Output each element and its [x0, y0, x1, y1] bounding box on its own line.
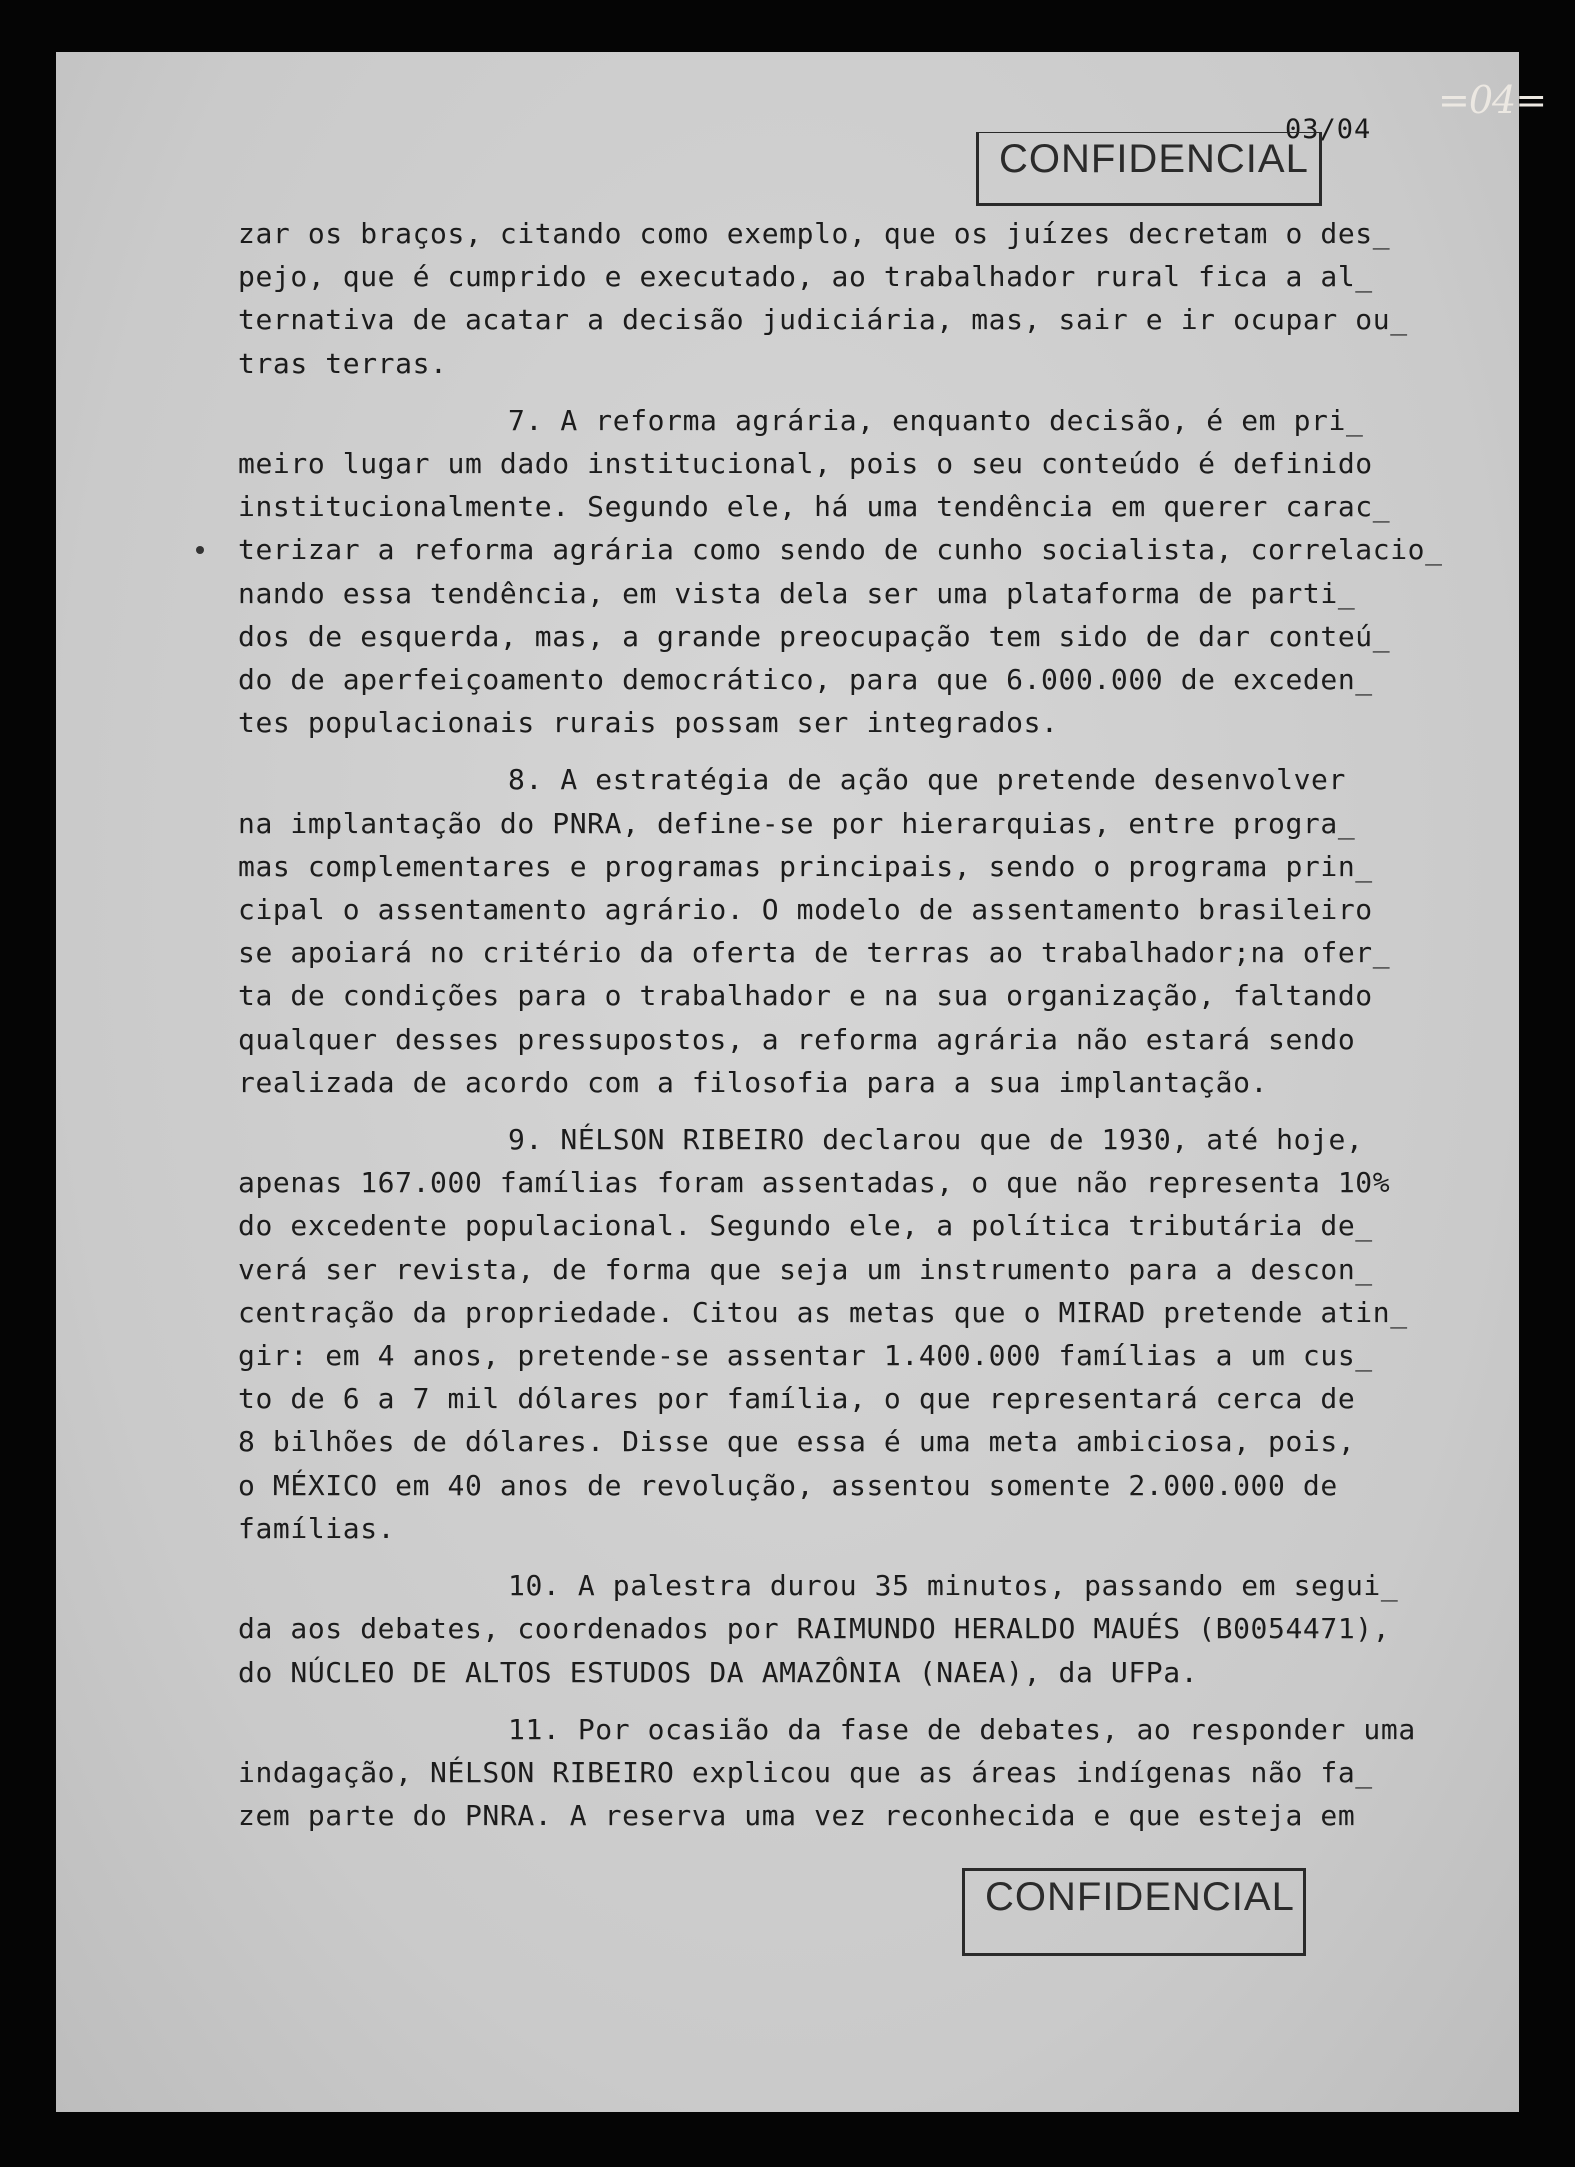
text-line: indagação, NÉLSON RIBEIRO explicou que as áreas indígenas não fa_: [238, 1755, 1373, 1789]
text-line: cipal o assentamento agrário. O modelo de assentamento brasileiro: [238, 893, 1373, 927]
confidential-stamp-bottom: CONFIDENCIAL: [962, 1868, 1306, 1956]
text-line: realizada de acordo com a filosofia para a sua implantação.: [238, 1065, 1268, 1099]
text-line: verá ser revista, de forma que seja um instrumento para a descon_: [238, 1252, 1373, 1286]
text-line: qualquer desses pressupostos, a reforma agrária não estará sendo: [238, 1022, 1356, 1056]
text-line: ternativa de acatar a decisão judiciária, mas, sair e ir ocupar ou_: [238, 303, 1408, 337]
handwritten-page-mark: =04=: [1438, 78, 1547, 122]
paragraph-11: [238, 1708, 1416, 1838]
document-body: [238, 212, 1443, 1851]
text-line: zar os braços, citando como exemplo, que os juízes decretam o des_: [238, 217, 1391, 250]
text-line: apenas 167.000 famílias foram assentadas, o que não representa 10%: [238, 1166, 1391, 1200]
text-line: se apoiará no critério da oferta de terras ao trabalhador;na ofer_: [238, 936, 1391, 970]
text-line: tes populacionais rurais possam ser integrados.: [238, 706, 1059, 740]
text-line: nando essa tendência, em vista dela ser uma plataforma de parti_: [238, 576, 1356, 610]
text-line: mas complementares e programas principais, sendo o programa prin_: [238, 849, 1373, 883]
text-line: centração da propriedade. Citou as metas que o MIRAD pretende atin_: [238, 1295, 1408, 1329]
text-line: 9. NÉLSON RIBEIRO declarou que de 1930, até hoje,: [508, 1123, 1364, 1157]
text-line: pejo, que é cumprido e executado, ao trabalhador rural fica a al_: [238, 260, 1373, 294]
paragraph-7: [238, 399, 1443, 745]
text-line: terizar a reforma agrária como sendo de cunho socialista, correlacio_: [238, 533, 1443, 567]
paragraph-continuation: [238, 212, 1408, 385]
text-line: da aos debates, coordenados por RAIMUNDO HERALDO MAUÉS (B0054471),: [238, 1612, 1391, 1646]
text-line: do NÚCLEO DE ALTOS ESTUDOS DA AMAZÔNIA (NAEA), da UFPa.: [238, 1655, 1199, 1689]
text-line: dos de esquerda, mas, a grande preocupação tem sido de dar conteú_: [238, 619, 1391, 653]
text-line: do de aperfeiçoamento democrático, para que 6.000.000 de exceden_: [238, 663, 1373, 697]
text-line: tras terras.: [238, 346, 448, 380]
margin-dot: [196, 546, 204, 554]
text-line: 8. A estratégia de ação que pretende desenvolver: [508, 763, 1346, 797]
text-line: famílias.: [238, 1511, 396, 1545]
paragraph-10: [238, 1564, 1399, 1694]
text-line: na implantação do PNRA, define-se por hierarquias, entre progra_: [238, 806, 1356, 840]
page-number: 03/04: [1285, 114, 1372, 145]
text-line: 7. A reforma agrária, enquanto decisão, é em pri_: [508, 403, 1364, 437]
text-line: 10. A palestra durou 35 minutos, passando em segui_: [508, 1569, 1399, 1603]
text-line: do excedente populacional. Segundo ele, a política tributária de_: [238, 1209, 1373, 1243]
text-line: meiro lugar um dado institucional, pois o seu conteúdo é definido: [238, 447, 1373, 481]
text-line: to de 6 a 7 mil dólares por família, o que representará cerca de: [238, 1382, 1356, 1416]
text-line: 8 bilhões de dólares. Disse que essa é uma meta ambiciosa, pois,: [238, 1425, 1356, 1459]
text-line: 11. Por ocasião da fase de debates, ao responder uma: [508, 1712, 1416, 1746]
confidential-stamp-top: CONFIDENCIAL: [976, 132, 1322, 206]
text-line: o MÉXICO em 40 anos de revolução, assentou somente 2.000.000 de: [238, 1468, 1338, 1502]
text-line: institucionalmente. Segundo ele, há uma tendência em querer carac_: [238, 490, 1391, 524]
paragraph-9: [238, 1118, 1408, 1550]
text-line: gir: em 4 anos, pretende-se assentar 1.400.000 famílias a um cus_: [238, 1339, 1373, 1373]
paragraph-8: [238, 758, 1391, 1104]
text-line: ta de condições para o trabalhador e na sua organização, faltando: [238, 979, 1373, 1013]
text-line: zem parte do PNRA. A reserva uma vez reconhecida e que esteja em: [238, 1799, 1356, 1833]
